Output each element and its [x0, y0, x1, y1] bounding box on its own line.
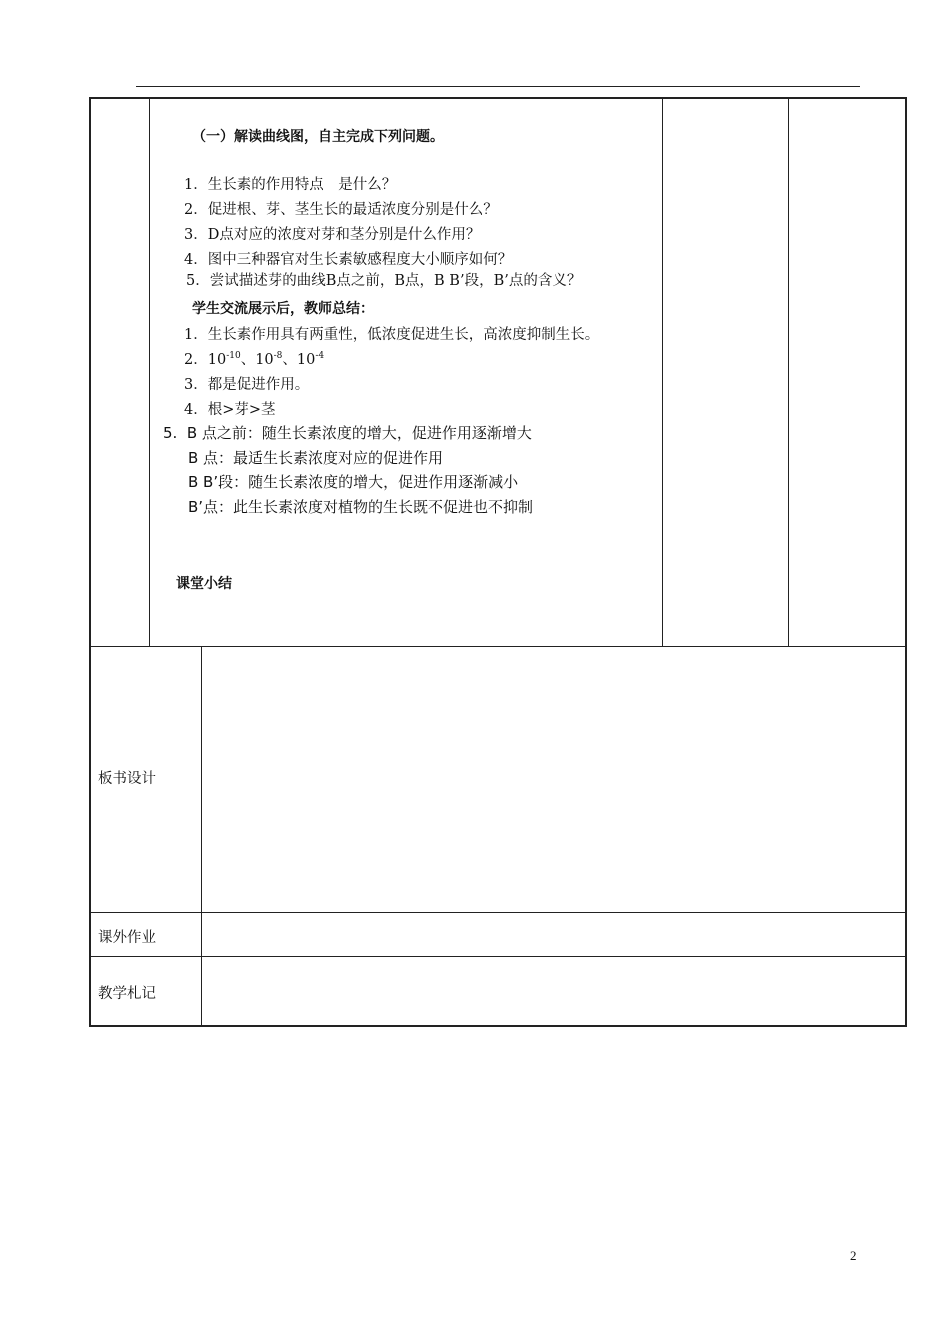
question-3: 3．D点对应的浓度对芽和茎分别是什么作用？ — [184, 227, 481, 243]
header-rule — [136, 86, 860, 87]
section-heading: （一）解读曲线图，自主完成下列问题。 — [192, 129, 444, 145]
question-5: 5．尝试描述芽的曲线B点之前，B点，B B’段，B’点的含义？ — [186, 273, 582, 289]
conc-bud: $10^{-8}$ — [255, 351, 283, 368]
page-number: 2 — [850, 1248, 857, 1263]
answer-2: 2．$10^{-10}$、$10^{-8}$、$10^{-4}$ — [184, 351, 325, 368]
upper-col-divider-3 — [788, 97, 789, 647]
answer-2-prefix: 2． — [184, 352, 208, 368]
conc-root: $10^{-10}$ — [207, 351, 241, 368]
answer-5-line-3: B B’段：随生长素浓度的增大，促进作用逐渐减小 — [188, 473, 519, 491]
question-4: 4．图中三种器官对生长素敏感程度大小顺序如何？ — [184, 252, 513, 268]
homework-label: 课外作业 — [98, 930, 156, 946]
notes-label: 教学札记 — [98, 986, 156, 1002]
answer-4: 4．根>芽>茎 — [184, 402, 276, 418]
conc-stem: $10^{-4}$ — [296, 351, 325, 368]
class-summary: 课堂小结 — [176, 576, 232, 592]
row-divider-2 — [89, 956, 907, 957]
answer-1: 1．生长素作用具有两重性，低浓度促进生长，高浓度抑制生长。 — [184, 327, 600, 343]
answer-5-line-2: B 点：最适生长素浓度对应的促进作用 — [188, 449, 444, 467]
answer-5-line-1: 5. B 点之前：随生长素浓度的增大，促进作用逐渐增大 — [163, 424, 532, 442]
row-divider-1 — [89, 912, 907, 913]
lower-col-divider — [201, 646, 202, 1027]
question-2: 2．促进根、芽、茎生长的最适浓度分别是什么？ — [184, 202, 498, 218]
answer-3: 3．都是促进作用。 — [184, 377, 310, 393]
upper-col-divider-1 — [149, 97, 150, 647]
board-design-label: 板书设计 — [98, 771, 156, 787]
answer-5-line-4: B’点：此生长素浓度对植物的生长既不促进也不抑制 — [188, 498, 534, 516]
question-1: 1．生长素的作用特点 是什么？ — [184, 177, 397, 193]
upper-col-divider-2 — [662, 97, 663, 647]
lower-table — [89, 646, 907, 1027]
summary-heading: 学生交流展示后，教师总结： — [192, 301, 374, 317]
